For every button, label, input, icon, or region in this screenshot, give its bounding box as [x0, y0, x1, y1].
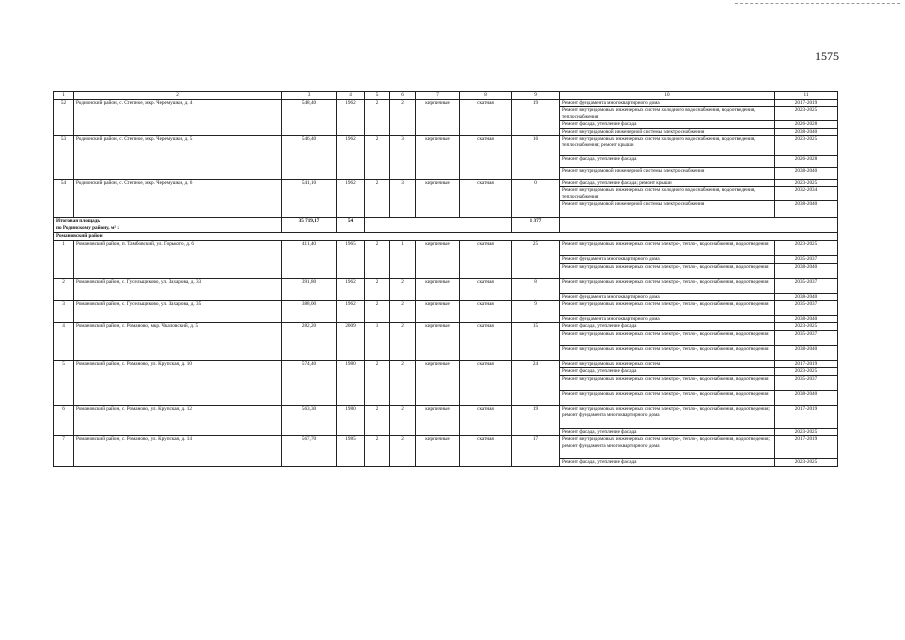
construction-year: 1962: [337, 278, 365, 300]
floor-count: 2: [365, 301, 390, 323]
floor-count: 2: [365, 436, 390, 466]
work-period: 2023-2025: [775, 107, 838, 121]
work-period: 2023-2025: [775, 323, 838, 330]
work-period: 2035-2037: [775, 375, 838, 390]
table-row: [54, 360, 838, 367]
roof-type: скатная: [460, 301, 512, 323]
construction-year: 1980: [337, 405, 365, 435]
work-period: 2035-2037: [775, 330, 838, 345]
work-period: 2038-2040: [775, 128, 838, 135]
building-address: Романовский район, с. Романово, ул. Крупская, д. 10: [74, 360, 282, 405]
wall-material: кирпичные: [416, 405, 460, 435]
row-number: 4: [54, 323, 74, 360]
roof-type: скатная: [460, 100, 512, 136]
entrance-count: 3: [390, 180, 416, 218]
column-number-cell: 5: [365, 92, 390, 100]
row-number: 6: [54, 405, 74, 435]
column-number-cell: 7: [416, 92, 460, 100]
table-row: [54, 278, 838, 293]
work-description: Ремонт фундамента многоквартирного дома: [560, 316, 775, 323]
wall-material: кирпичные: [416, 100, 460, 136]
roof-type: скатная: [460, 180, 512, 218]
building-address: Романовский район, с. Гусельщиково, ул. Захарова, д. 33: [74, 278, 282, 300]
wall-material: кирпичные: [416, 360, 460, 405]
district-total-row: [54, 218, 838, 233]
work-description: Ремонт фундамента многоквартирного дома: [560, 293, 775, 300]
work-description: Ремонт внутридомовых инженерных систем электро-, тепло-, водоснабжения, водоотведения; ремонт фундамента многоквартирного дома: [560, 405, 775, 428]
wall-material: кирпичные: [416, 136, 460, 180]
construction-year: 1965: [337, 241, 365, 278]
work-description: Ремонт фасада, утепление фасада: [560, 323, 775, 330]
table-row: [54, 180, 838, 187]
building-area: 391,80: [282, 278, 337, 300]
work-description: Ремонт внутридомовой инженерной системы электроснабжения: [560, 168, 775, 180]
work-description: Ремонт внутридомовых инженерных систем электро-, тепло-, водоснабжения, водоотведения: [560, 263, 775, 278]
building-area: 411,40: [282, 241, 337, 278]
building-area: 546,40: [282, 136, 337, 180]
residents-count: 0: [512, 180, 560, 218]
work-period: 2032-2034: [775, 187, 838, 201]
building-address: Романовский район, с. Романово, ул. Крупская, д. 14: [74, 436, 282, 466]
row-number: 5: [54, 360, 74, 405]
entrance-count: 2: [390, 436, 416, 466]
work-description: Ремонт внутридомовой инженерной системы электроснабжения: [560, 201, 775, 218]
floor-count: 2: [365, 241, 390, 278]
work-description: Ремонт внутридомовых инженерных систем: [560, 360, 775, 367]
table-row: [54, 136, 838, 156]
construction-year: 1962: [337, 136, 365, 180]
residents-count: 8: [512, 278, 560, 300]
row-number: 1: [54, 241, 74, 278]
work-period: 2038-2040: [775, 390, 838, 405]
entrance-count: 2: [390, 100, 416, 136]
row-number: 53: [54, 136, 74, 180]
residents-count: 19: [512, 100, 560, 136]
residents-count: 15: [512, 323, 560, 360]
floor-count: 2: [365, 100, 390, 136]
building-area: 548,40: [282, 100, 337, 136]
floor-count: 2: [365, 405, 390, 435]
work-description: Ремонт внутридомовых инженерных систем электро-, тепло-, водоснабжения, водоотведения: [560, 375, 775, 390]
roof-type: скатная: [460, 136, 512, 180]
work-period: 2017-2019: [775, 360, 838, 367]
roof-type: скатная: [460, 405, 512, 435]
empty-cell: [365, 218, 512, 233]
construction-year: 1985: [337, 436, 365, 466]
work-period: 2023-2025: [775, 428, 838, 435]
roof-type: скатная: [460, 241, 512, 278]
roof-type: скатная: [460, 436, 512, 466]
table-row: [54, 323, 838, 330]
work-description: Ремонт фасада, утепление фасада; ремонт крыши: [560, 180, 775, 187]
work-description: Ремонт внутридомовых инженерных систем электро-, тепло-, водоснабжения, водоотведения; ремонт фундамента многоквартирного дома: [560, 436, 775, 459]
residents-count: 9: [512, 301, 560, 323]
work-description: Ремонт фасада, утепление фасада: [560, 428, 775, 435]
table-row: [54, 100, 838, 107]
table-row: [54, 301, 838, 316]
work-period: 2017-2019: [775, 405, 838, 428]
building-area: 388,00: [282, 301, 337, 323]
column-number-cell: 4: [337, 92, 365, 100]
work-period: 2038-2040: [775, 168, 838, 180]
work-description: Ремонт фасада, утепление фасада: [560, 459, 775, 466]
work-period: 2023-2025: [775, 180, 838, 187]
register-table-body: [54, 92, 838, 467]
building-address: Родионский район, с. Степное, мкр. Черемушки, д. 5: [74, 136, 282, 180]
work-period: 2023-2025: [775, 136, 838, 156]
column-number-cell: 3: [282, 92, 337, 100]
building-area: 563,30: [282, 405, 337, 435]
building-area: 574,40: [282, 360, 337, 405]
residents-count: 16: [512, 136, 560, 180]
work-description: Ремонт внутридомовых инженерных систем холодного водоснабжения, водоотведения, теплоснабжения: [560, 187, 775, 201]
building-address: Родионский район, с. Степное, мкр. Черемушки, д. 6: [74, 180, 282, 218]
section-title: Романовский район: [54, 233, 838, 241]
work-description: Ремонт внутридомовой инженерной системы электроснабжения: [560, 128, 775, 135]
work-period: 2017-2019: [775, 436, 838, 459]
work-description: Ремонт фундамента многоквартирного дома: [560, 256, 775, 263]
building-address: Романовский район, с. Романово, мкр. Чкаловский, д. 5: [74, 323, 282, 360]
wall-material: кирпичные: [416, 241, 460, 278]
column-number-cell: 9: [512, 92, 560, 100]
construction-year: 2009: [337, 323, 365, 360]
building-address: Романовский район, с. Гусельщиково, ул. Захарова, д. 35: [74, 301, 282, 323]
work-description: Ремонт фасада, утепление фасада: [560, 368, 775, 375]
construction-year: 1962: [337, 180, 365, 218]
work-description: Ремонт внутридомовых инженерных систем электро-, тепло-, водоснабжения, водоотведения: [560, 330, 775, 345]
register-table: [53, 91, 838, 467]
work-description: Ремонт внутридомовых инженерных систем электро-, тепло-, водоснабжения, водоотведения: [560, 241, 775, 256]
construction-year: 1980: [337, 360, 365, 405]
work-period: 2038-2040: [775, 316, 838, 323]
residents-count: 17: [512, 436, 560, 466]
work-period: 2017-2019: [775, 100, 838, 107]
work-period: 2023-2025: [775, 368, 838, 375]
top-rule: [735, 3, 900, 4]
district-total-label: Итоговая площадь по Родинскому району, м² :: [54, 218, 282, 233]
building-area: 541,10: [282, 180, 337, 218]
work-period: 2038-2040: [775, 263, 838, 278]
table-row: [54, 241, 838, 256]
residents-count: 19: [512, 405, 560, 435]
floor-count: 2: [365, 360, 390, 405]
row-number: 2: [54, 278, 74, 300]
entrance-count: 2: [390, 360, 416, 405]
roof-type: скатная: [460, 360, 512, 405]
table-row: [54, 436, 838, 459]
building-area: 282,20: [282, 323, 337, 360]
work-description: Ремонт внутридомовых инженерных систем холодного водоснабжения, водоотведения, теплоснабжения: [560, 107, 775, 121]
wall-material: кирпичные: [416, 301, 460, 323]
residents-count: 25: [512, 241, 560, 278]
entrance-count: 2: [390, 278, 416, 300]
work-description: Ремонт фасада, утепление фасада: [560, 121, 775, 128]
work-description: Ремонт внутридомовых инженерных систем электро-, тепло-, водоснабжения, водоотведения: [560, 390, 775, 405]
wall-material: кирпичные: [416, 278, 460, 300]
empty-cell: [560, 218, 838, 233]
work-description: Ремонт внутридомовых инженерных систем электро-, тепло-, водоснабжения, водоотведения: [560, 345, 775, 360]
wall-material: кирпичные: [416, 180, 460, 218]
work-period: 2023-2025: [775, 459, 838, 466]
work-description: Ремонт внутридомовых инженерных систем холодного водоснабжения, водоотведения, теплоснабжения; ремонт крыши: [560, 136, 775, 156]
column-number-cell: 6: [390, 92, 416, 100]
row-number: 7: [54, 436, 74, 466]
entrance-count: 3: [390, 136, 416, 180]
building-address: Романовский район, п. Тамбовский, ул. Горького, д. 6: [74, 241, 282, 278]
building-area: 567,70: [282, 436, 337, 466]
wall-material: кирпичные: [416, 436, 460, 466]
work-period: 2026-2028: [775, 121, 838, 128]
column-number-cell: 10: [560, 92, 775, 100]
work-description: Ремонт внутридомовых инженерных систем электро-, тепло-, водоснабжения, водоотведения: [560, 278, 775, 293]
work-period: 2035-2037: [775, 256, 838, 263]
row-number: 3: [54, 301, 74, 323]
floor-count: 2: [365, 180, 390, 218]
work-period: 2035-2037: [775, 301, 838, 316]
district-total-area: 35 719,17: [282, 218, 337, 233]
building-address: Романовский район, с. Романово, ул. Крупская, д. 12: [74, 405, 282, 435]
work-period: 2035-2037: [775, 278, 838, 293]
row-number: 52: [54, 100, 74, 136]
page-number: 1575: [815, 49, 839, 63]
work-description: Ремонт внутридомовых инженерных систем электро-, тепло-, водоснабжения, водоотведения: [560, 301, 775, 316]
roof-type: скатная: [460, 278, 512, 300]
entrance-count: 2: [390, 301, 416, 323]
table-row: [54, 405, 838, 428]
work-period: 2038-2040: [775, 201, 838, 218]
roof-type: скатная: [460, 323, 512, 360]
construction-year: 1962: [337, 301, 365, 323]
entrance-count: 2: [390, 323, 416, 360]
work-period: 2026-2028: [775, 156, 838, 168]
register-table-wrapper: [53, 91, 837, 467]
floor-count: 2: [365, 136, 390, 180]
column-number-row: [54, 92, 838, 100]
column-number-cell: 1: [54, 92, 74, 100]
work-period: 2023-2025: [775, 241, 838, 256]
work-period: 2038-2040: [775, 345, 838, 360]
column-number-cell: 11: [775, 92, 838, 100]
residents-count: 24: [512, 360, 560, 405]
district-total-residents: 1 377: [512, 218, 560, 233]
district-building-count: 54: [337, 218, 365, 233]
wall-material: кирпичные: [416, 323, 460, 360]
floor-count: 2: [365, 278, 390, 300]
section-title-row: [54, 233, 838, 241]
construction-year: 1962: [337, 100, 365, 136]
entrance-count: 2: [390, 405, 416, 435]
row-number: 54: [54, 180, 74, 218]
entrance-count: 1: [390, 241, 416, 278]
work-description: Ремонт фундамента многоквартирного дома: [560, 100, 775, 107]
building-address: Родионский район, с. Степное, мкр. Черемушки, д. 4: [74, 100, 282, 136]
column-number-cell: 8: [460, 92, 512, 100]
column-number-cell: 2: [74, 92, 282, 100]
work-description: Ремонт фасада, утепление фасада: [560, 156, 775, 168]
floor-count: 1: [365, 323, 390, 360]
work-period: 2038-2040: [775, 293, 838, 300]
